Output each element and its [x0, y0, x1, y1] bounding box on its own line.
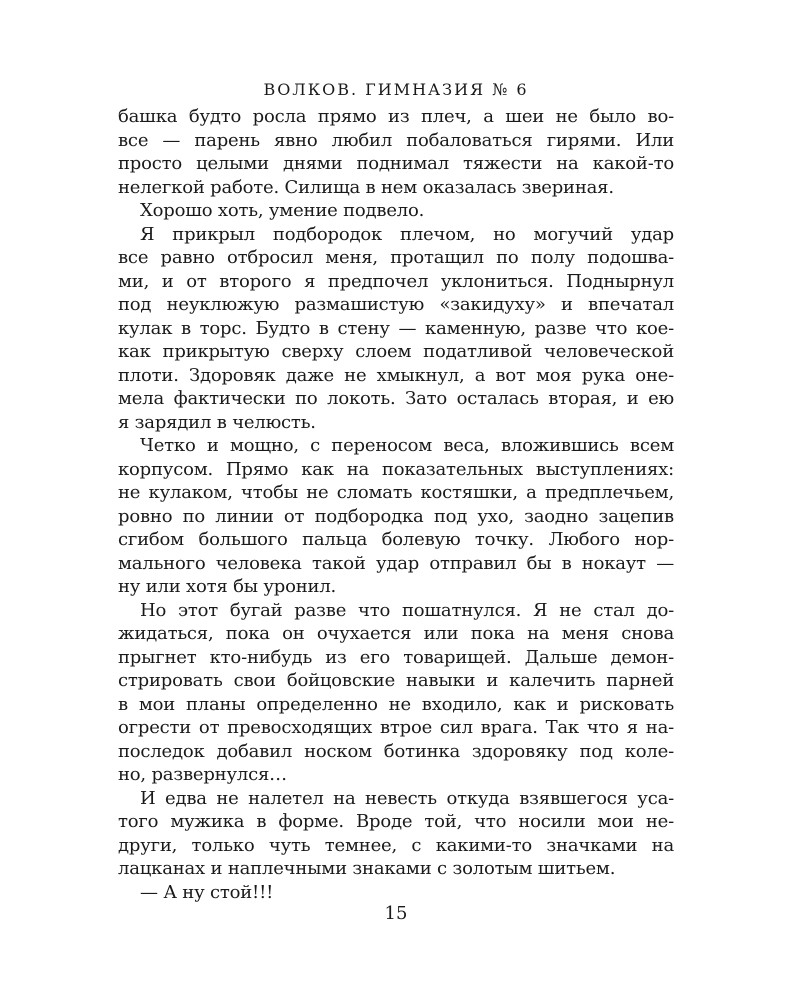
text-line: не кулаком, чтобы не сломать костяшки, а предплечьем, [118, 482, 674, 503]
text-line: плоти. Здоровяк даже не хмыкнул, а вот моя рука оне- [118, 364, 674, 386]
text-line: все равно отбросил меня, протащил по полу подошва- [118, 247, 674, 268]
text-line: Хорошо хоть, умение подвело. [140, 200, 425, 221]
text-line: мального человека такой удар отправил бы в нокаут — [118, 552, 674, 574]
text-line: как прикрытую сверху слоем податливой человеческой [118, 341, 674, 362]
text-line: жидаться, пока он очухается или пока на меня снова [118, 623, 674, 644]
text-line: стрировать свои бойцовские навыки и калечить парней [118, 670, 674, 691]
text-line: прыгнет кто-нибудь из его товарищей. Дальше демон- [118, 646, 674, 668]
text-line: мела фактически по локоть. Зато осталась вторая, и ею [118, 388, 674, 409]
text-line: други, только чуть темнее, с какими-то значками на [118, 834, 674, 856]
text-line: в мои планы определенно не входило, как и рисковать [118, 693, 674, 715]
text-line: ми, и от второго я предпочел уклониться. Поднырнул [118, 270, 674, 292]
text-line: все — парень явно любил побаловаться гирями. Или [118, 129, 674, 151]
text-line: ну или хотя бы уронил. [118, 576, 337, 597]
text-line: Четко и мощно, с переносом веса, вложившись всем [140, 435, 674, 456]
text-line: огрести от превосходящих втрое сил врага. Так что я на- [118, 717, 674, 738]
text-line: кулак в торс. Будто в стену — каменную, разве что кое- [118, 317, 674, 339]
text-line: ровно по линии от подбородка под ухо, заодно зацепив [118, 505, 674, 527]
text-line: я зарядил в челюсть. [118, 411, 316, 433]
text-line: корпусом. Прямо как на показательных выступлениях: [118, 458, 674, 480]
running-head: ВОЛКОВ. ГИМНАЗИЯ № 6 [263, 80, 529, 99]
text-line: И едва не налетел на невесть откуда взявшегося уса- [140, 787, 674, 809]
text-line: Но этот бугай разве что пошатнулся. Я не стал до- [140, 599, 674, 621]
text-line: сгибом большого пальца болевую точку. Любого нор- [118, 529, 674, 550]
text-line: лацканах и наплечными знаками с золотым шитьем. [118, 858, 616, 879]
text-line: башка будто росла прямо из плеч, а шеи не было во- [118, 106, 674, 127]
text-line: под неуклюжую размашистую «закидуху» и впечатал [118, 294, 674, 315]
text-line: но, развернулся… [118, 764, 287, 785]
text-line: Я прикрыл подбородок плечом, но могучий удар [140, 223, 674, 245]
book-page [118, 0, 674, 1000]
text-line: последок добавил носком ботинка здоровяку под коле- [118, 740, 674, 762]
text-line: просто целыми днями поднимал тяжести на какой-то [118, 153, 674, 174]
text-line: нелегкой работе. Силища в нем оказалась звериная. [118, 176, 614, 198]
body-text [118, 105, 674, 904]
text-line: — А ну стой!!! [140, 881, 274, 903]
text-line: того мужика в форме. Вроде той, что носили мои не- [118, 811, 674, 832]
page-number: 15 [384, 903, 408, 924]
